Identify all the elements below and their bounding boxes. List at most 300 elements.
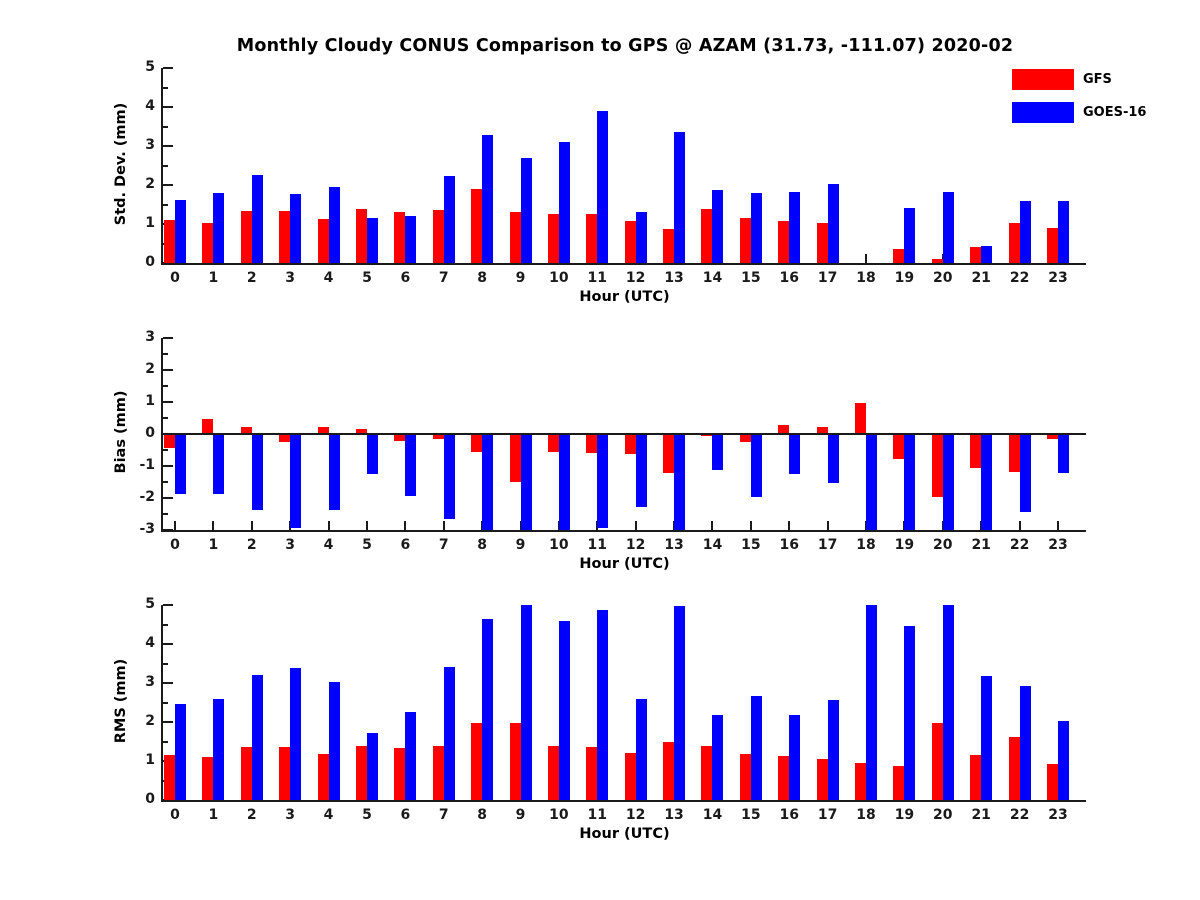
y-tick-label: 0 [145, 425, 155, 441]
bar-gfs-hour-11 [586, 214, 597, 263]
bar-gfs-hour-18 [855, 763, 866, 800]
x-tick [481, 521, 483, 530]
bar-goes16-hour-2 [252, 675, 263, 800]
x-tick-label: 19 [894, 270, 915, 286]
x-tick-label: 0 [170, 537, 180, 553]
bar-goes16-hour-14 [712, 434, 723, 470]
bar-goes16-hour-23 [1058, 721, 1069, 800]
bar-gfs-hour-22 [1009, 434, 1020, 472]
y-tick [163, 760, 173, 762]
bar-gfs-hour-20 [932, 723, 943, 800]
x-tick [903, 791, 905, 800]
bar-gfs-hour-20 [932, 259, 943, 263]
legend-swatch-gfs [1012, 69, 1074, 90]
zero-line [161, 433, 1086, 435]
x-tick [980, 791, 982, 800]
x-tick-label: 5 [362, 537, 372, 553]
y-minor-tick [163, 780, 168, 782]
bar-gfs-hour-19 [893, 434, 904, 459]
figure-title: Monthly Cloudy CONUS Comparison to GPS @ AZAM (31.73, -111.07) 2020-02 [236, 36, 1014, 56]
x-tick [366, 791, 368, 800]
y-axis-label-bias: Bias (mm) [113, 390, 129, 474]
y-minor-tick [163, 741, 168, 743]
y-minor-tick [163, 353, 168, 355]
y-minor-tick [163, 385, 168, 387]
bar-goes16-hour-10 [559, 142, 570, 263]
y-minor-tick [163, 165, 168, 167]
bar-gfs-hour-6 [394, 212, 405, 263]
bar-goes16-hour-21 [981, 676, 992, 800]
y-tick [163, 497, 173, 499]
bar-goes16-hour-12 [636, 699, 647, 800]
x-tick [635, 791, 637, 800]
x-tick-label: 10 [549, 537, 569, 553]
bar-gfs-hour-3 [279, 434, 290, 442]
x-tick [711, 254, 713, 263]
bar-goes16-hour-0 [175, 434, 186, 494]
x-tick [1019, 521, 1021, 530]
y-tick-label: -2 [139, 489, 155, 505]
x-tick [289, 254, 291, 263]
x-axis-label: Hour (UTC) [579, 289, 670, 305]
bar-gfs-hour-21 [970, 755, 981, 800]
bar-goes16-hour-23 [1058, 201, 1069, 263]
y-tick [163, 67, 173, 69]
legend [1012, 63, 1146, 129]
x-tick [481, 791, 483, 800]
bar-goes16-hour-6 [405, 434, 416, 496]
x-tick-label: 14 [702, 270, 723, 286]
bar-gfs-hour-13 [663, 742, 674, 800]
x-tick [404, 791, 406, 800]
bar-gfs-hour-12 [625, 753, 636, 800]
x-tick [596, 791, 598, 800]
y-tick-label: 2 [145, 176, 155, 192]
bar-goes16-hour-15 [751, 696, 762, 800]
x-tick [328, 254, 330, 263]
bar-gfs-hour-14 [701, 434, 712, 436]
x-tick-label: 21 [971, 270, 991, 286]
bar-gfs-hour-4 [318, 219, 329, 263]
x-tick [865, 791, 867, 800]
x-tick [443, 791, 445, 800]
bar-goes16-hour-1 [213, 699, 224, 800]
x-tick [903, 254, 905, 263]
bar-goes16-hour-13 [674, 434, 685, 530]
x-tick-label: 11 [587, 537, 608, 553]
x-tick-label: 3 [285, 537, 296, 553]
x-tick [174, 254, 176, 263]
x-tick-label: 14 [702, 807, 723, 823]
legend-entry-goes16 [1012, 96, 1146, 129]
x-tick-label: 22 [1009, 270, 1030, 286]
bar-gfs-hour-19 [893, 766, 904, 800]
bar-goes16-hour-21 [981, 434, 992, 530]
x-tick-label: 7 [438, 270, 449, 286]
y-minor-tick [163, 126, 168, 128]
bar-gfs-hour-7 [433, 434, 444, 439]
bar-goes16-hour-5 [367, 733, 378, 800]
bar-goes16-hour-7 [444, 434, 455, 519]
bar-goes16-hour-14 [712, 190, 723, 263]
y-tick [163, 369, 173, 371]
y-tick-label: 3 [145, 329, 155, 345]
bar-gfs-hour-21 [970, 434, 981, 468]
x-tick-label: 1 [208, 270, 219, 286]
bar-goes16-hour-23 [1058, 434, 1069, 473]
bar-goes16-hour-4 [329, 187, 340, 263]
legend-entry-gfs [1012, 63, 1146, 96]
bar-gfs-hour-0 [164, 220, 175, 263]
x-tick [212, 791, 214, 800]
y-tick [163, 465, 173, 467]
bar-goes16-hour-18 [866, 434, 877, 530]
x-tick-label: 18 [856, 807, 876, 823]
x-axis-label: Hour (UTC) [579, 826, 670, 842]
x-tick [328, 791, 330, 800]
x-tick-label: 16 [779, 537, 799, 553]
bar-gfs-hour-17 [817, 759, 828, 800]
x-tick [635, 254, 637, 263]
bar-goes16-hour-14 [712, 715, 723, 800]
x-tick-label: 0 [170, 270, 180, 286]
x-tick [520, 254, 522, 263]
bar-gfs-hour-2 [241, 747, 252, 800]
x-tick [289, 521, 291, 530]
x-tick [711, 521, 713, 530]
legend-label-goes16: GOES-16 [1083, 105, 1147, 120]
x-tick [558, 254, 560, 263]
x-tick-label: 2 [246, 270, 257, 286]
bar-goes16-hour-8 [482, 434, 493, 530]
x-tick [443, 521, 445, 530]
x-tick [827, 521, 829, 530]
bar-goes16-hour-20 [943, 605, 954, 800]
bar-goes16-hour-16 [789, 192, 800, 263]
x-tick-label: 8 [477, 537, 487, 553]
x-tick-label: 4 [323, 537, 334, 553]
y-tick-label: 1 [145, 752, 155, 768]
bar-goes16-hour-7 [444, 667, 455, 800]
y-minor-tick [163, 663, 168, 665]
x-axis-line [161, 800, 1086, 802]
x-tick-label: 0 [170, 807, 180, 823]
x-tick [289, 791, 291, 800]
bar-goes16-hour-15 [751, 434, 762, 497]
y-axis-line [161, 338, 163, 532]
bar-goes16-hour-22 [1020, 686, 1031, 800]
bar-goes16-hour-21 [981, 246, 992, 263]
y-tick-label: -1 [139, 457, 155, 473]
bar-goes16-hour-12 [636, 434, 647, 507]
y-minor-tick [163, 702, 168, 704]
bar-gfs-hour-14 [701, 746, 712, 800]
bar-gfs-hour-11 [586, 434, 597, 453]
y-tick-label: 5 [145, 596, 155, 612]
bar-goes16-hour-9 [521, 158, 532, 263]
x-tick-label: 18 [856, 270, 876, 286]
y-tick [163, 106, 173, 108]
bar-goes16-hour-11 [597, 434, 608, 528]
x-tick [1019, 254, 1021, 263]
x-tick-label: 6 [400, 270, 411, 286]
y-tick-label: 0 [145, 791, 155, 807]
bar-gfs-hour-1 [202, 419, 213, 434]
bar-goes16-hour-16 [789, 434, 800, 474]
x-tick-label: 17 [817, 537, 838, 553]
bar-gfs-hour-13 [663, 434, 674, 473]
x-tick [865, 521, 867, 530]
x-tick [404, 254, 406, 263]
bar-gfs-hour-16 [778, 221, 789, 263]
bar-goes16-hour-19 [904, 208, 915, 263]
y-tick-label: 5 [145, 59, 155, 75]
x-tick [942, 254, 944, 263]
x-tick [443, 254, 445, 263]
x-tick [750, 791, 752, 800]
bar-goes16-hour-9 [521, 605, 532, 800]
bar-goes16-hour-5 [367, 434, 378, 474]
bar-gfs-hour-2 [241, 427, 252, 434]
x-tick-label: 23 [1048, 807, 1068, 823]
bar-gfs-hour-6 [394, 434, 405, 441]
bar-goes16-hour-3 [290, 668, 301, 800]
x-tick [596, 521, 598, 530]
y-minor-tick [163, 204, 168, 206]
bar-gfs-hour-23 [1047, 764, 1058, 800]
x-tick-label: 23 [1048, 537, 1068, 553]
legend-label-gfs: GFS [1083, 72, 1112, 87]
y-axis-label-std-dev: Std. Dev. (mm) [113, 102, 129, 225]
bar-gfs-hour-10 [548, 434, 559, 452]
x-tick-label: 14 [702, 537, 723, 553]
bar-gfs-hour-9 [510, 723, 521, 800]
x-tick-label: 21 [971, 807, 991, 823]
x-tick-label: 20 [933, 807, 953, 823]
y-tick [163, 145, 173, 147]
x-tick-label: 13 [664, 537, 684, 553]
bar-goes16-hour-3 [290, 434, 301, 528]
y-tick [163, 262, 173, 264]
bar-gfs-hour-1 [202, 757, 213, 800]
x-tick [328, 521, 330, 530]
bar-goes16-hour-2 [252, 434, 263, 510]
bar-gfs-hour-15 [740, 434, 751, 442]
x-tick-label: 5 [362, 270, 372, 286]
x-tick-label: 15 [741, 807, 761, 823]
bar-goes16-hour-9 [521, 434, 532, 530]
bar-goes16-hour-1 [213, 193, 224, 263]
bar-goes16-hour-17 [828, 184, 839, 263]
bar-goes16-hour-11 [597, 111, 608, 263]
x-tick [865, 254, 867, 263]
bar-gfs-hour-4 [318, 427, 329, 434]
bar-goes16-hour-3 [290, 194, 301, 263]
x-tick-label: 19 [894, 537, 915, 553]
y-tick [163, 529, 173, 531]
bar-gfs-hour-12 [625, 434, 636, 454]
bar-goes16-hour-13 [674, 606, 685, 800]
x-tick [174, 791, 176, 800]
bar-goes16-hour-12 [636, 212, 647, 263]
y-tick-label: 2 [145, 361, 155, 377]
x-tick-label: 22 [1009, 537, 1030, 553]
bar-gfs-hour-10 [548, 746, 559, 800]
bar-gfs-hour-13 [663, 229, 674, 263]
bar-gfs-hour-7 [433, 210, 444, 263]
y-minor-tick [163, 87, 168, 89]
y-tick-label: -3 [139, 521, 155, 537]
bar-gfs-hour-19 [893, 249, 904, 263]
x-tick-label: 8 [477, 270, 487, 286]
x-tick-label: 15 [741, 537, 761, 553]
x-tick [942, 791, 944, 800]
x-tick-label: 1 [208, 807, 219, 823]
x-tick-label: 16 [779, 807, 799, 823]
x-tick-label: 12 [625, 270, 646, 286]
bar-goes16-hour-4 [329, 682, 340, 800]
bar-goes16-hour-8 [482, 619, 493, 800]
x-tick [1057, 254, 1059, 263]
x-tick [635, 521, 637, 530]
y-tick [163, 337, 173, 339]
x-tick [673, 791, 675, 800]
x-tick-label: 2 [246, 537, 257, 553]
x-tick-label: 11 [587, 270, 608, 286]
x-tick-label: 10 [549, 807, 569, 823]
bar-goes16-hour-22 [1020, 201, 1031, 263]
y-axis-line [161, 605, 163, 802]
x-tick [827, 791, 829, 800]
bar-gfs-hour-3 [279, 211, 290, 263]
legend-swatch-goes16 [1012, 102, 1074, 123]
y-tick [163, 721, 173, 723]
bar-gfs-hour-2 [241, 211, 252, 263]
x-tick-label: 20 [933, 270, 953, 286]
x-tick-label: 5 [362, 807, 372, 823]
y-tick-label: 1 [145, 393, 155, 409]
bar-gfs-hour-5 [356, 746, 367, 800]
bar-gfs-hour-1 [202, 223, 213, 263]
y-tick-label: 1 [145, 215, 155, 231]
x-tick-label: 17 [817, 270, 838, 286]
y-tick-label: 3 [145, 674, 155, 690]
bar-goes16-hour-6 [405, 712, 416, 800]
bar-goes16-hour-22 [1020, 434, 1031, 512]
bar-gfs-hour-6 [394, 748, 405, 800]
y-axis-line [161, 68, 163, 265]
x-tick-label: 15 [741, 270, 761, 286]
x-tick [980, 254, 982, 263]
bar-gfs-hour-22 [1009, 223, 1020, 263]
y-minor-tick [163, 624, 168, 626]
bar-goes16-hour-2 [252, 175, 263, 263]
y-axis-label-rms: RMS (mm) [113, 658, 129, 743]
bar-gfs-hour-0 [164, 434, 175, 448]
y-tick [163, 184, 173, 186]
bar-gfs-hour-11 [586, 747, 597, 800]
x-tick-label: 12 [625, 807, 646, 823]
bar-gfs-hour-5 [356, 429, 367, 434]
x-tick [558, 791, 560, 800]
y-tick [163, 643, 173, 645]
x-axis-line [161, 530, 1086, 532]
x-tick [788, 254, 790, 263]
bar-goes16-hour-11 [597, 610, 608, 800]
bar-gfs-hour-16 [778, 425, 789, 434]
bar-goes16-hour-5 [367, 218, 378, 263]
y-tick-label: 0 [145, 254, 155, 270]
bar-gfs-hour-12 [625, 221, 636, 263]
bar-goes16-hour-10 [559, 434, 570, 530]
x-tick [1019, 791, 1021, 800]
bar-gfs-hour-23 [1047, 434, 1058, 439]
bar-gfs-hour-14 [701, 209, 712, 263]
x-tick-label: 7 [438, 537, 449, 553]
x-tick [903, 521, 905, 530]
x-tick-label: 13 [664, 270, 684, 286]
x-tick-label: 21 [971, 537, 991, 553]
bar-goes16-hour-17 [828, 434, 839, 483]
x-tick-label: 9 [515, 807, 526, 823]
bar-goes16-hour-20 [943, 434, 954, 530]
x-tick [596, 254, 598, 263]
bar-gfs-hour-8 [471, 434, 482, 452]
y-tick-label: 4 [145, 635, 155, 651]
y-tick [163, 682, 173, 684]
x-tick [481, 254, 483, 263]
x-tick [251, 254, 253, 263]
y-tick [163, 604, 173, 606]
x-tick [212, 254, 214, 263]
bar-gfs-hour-17 [817, 427, 828, 434]
bar-goes16-hour-19 [904, 434, 915, 530]
x-tick [404, 521, 406, 530]
x-tick-label: 18 [856, 537, 876, 553]
x-tick [558, 521, 560, 530]
x-tick-label: 1 [208, 537, 219, 553]
x-tick-label: 12 [625, 537, 646, 553]
x-tick-label: 9 [515, 270, 526, 286]
x-tick [212, 521, 214, 530]
x-tick [1057, 791, 1059, 800]
x-tick [174, 521, 176, 530]
bar-gfs-hour-3 [279, 747, 290, 800]
x-tick [750, 254, 752, 263]
bar-gfs-hour-10 [548, 214, 559, 263]
x-tick [942, 521, 944, 530]
x-tick-label: 4 [323, 270, 334, 286]
x-tick [1057, 521, 1059, 530]
x-tick-label: 4 [323, 807, 334, 823]
x-tick-label: 22 [1009, 807, 1030, 823]
bar-goes16-hour-8 [482, 135, 493, 263]
bar-gfs-hour-15 [740, 218, 751, 263]
y-tick [163, 223, 173, 225]
bar-goes16-hour-20 [943, 192, 954, 263]
bar-gfs-hour-16 [778, 756, 789, 800]
bar-gfs-hour-18 [855, 403, 866, 434]
x-tick-label: 11 [587, 807, 608, 823]
x-tick [788, 521, 790, 530]
bar-gfs-hour-5 [356, 209, 367, 263]
x-tick [711, 791, 713, 800]
y-minor-tick [163, 481, 168, 483]
bar-gfs-hour-22 [1009, 737, 1020, 800]
x-tick-label: 16 [779, 270, 799, 286]
bar-goes16-hour-19 [904, 626, 915, 800]
x-tick [520, 521, 522, 530]
